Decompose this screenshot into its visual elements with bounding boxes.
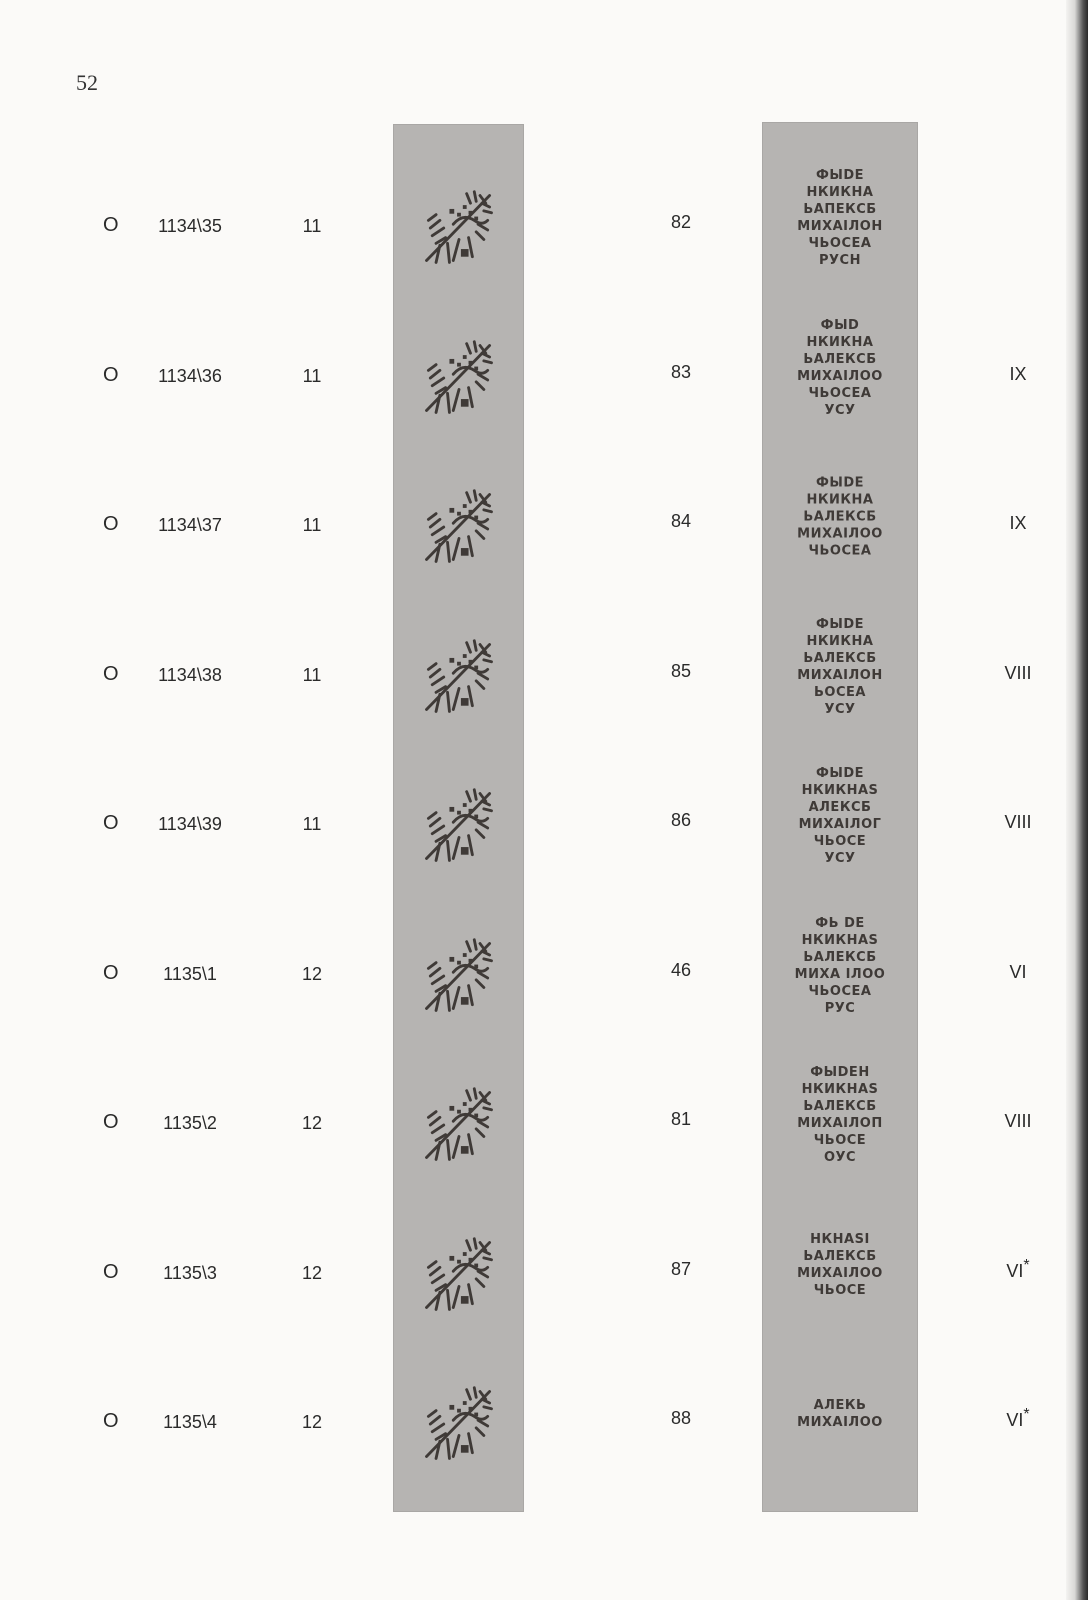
seal-legend-line: АЛЕКСБ (808, 800, 872, 815)
seal-legend-line: МИХАIЛОО (797, 526, 883, 542)
type-number: 12 (301, 1412, 323, 1432)
row-mark: O (103, 1410, 119, 1432)
seal-legend-line: МИХАIЛОП (797, 1116, 883, 1131)
row-mark: O (103, 513, 119, 535)
variant-label (988, 1406, 1048, 1431)
seal-legend-line: ЧЬОСЕА (808, 543, 872, 559)
type-number: 11 (302, 366, 322, 386)
reverse-seal-image (790, 455, 890, 577)
row-mark: O (103, 364, 119, 386)
catalog-number: 1135\2 (163, 1113, 217, 1133)
reverse-number: 46 (670, 960, 692, 980)
catalog-row (0, 1049, 1088, 1199)
catalog-number: 1135\3 (163, 1263, 217, 1283)
seal-legend-line: ОУС (823, 1150, 857, 1165)
seal-legend-line: НКИКНА (806, 492, 874, 508)
seal-legend-line: МИХАIЛОН (797, 668, 883, 683)
catalog-row (0, 1348, 1088, 1498)
variant-label (988, 1107, 1048, 1132)
obverse-seal-image (420, 1083, 498, 1169)
type-number: 11 (302, 814, 322, 834)
reverse-seal-image (790, 1053, 890, 1175)
seal-legend-line: УСУ (824, 403, 856, 418)
seal-legend-line: ФЫDЕН (810, 1065, 870, 1080)
row-mark: O (103, 962, 119, 984)
obverse-seal-image (420, 635, 498, 721)
variant-text: IX (1009, 364, 1027, 384)
seal-legend-line: МИХАIЛОО (797, 1415, 883, 1430)
obverse-seal-image (420, 1382, 498, 1468)
catalog-number: 1134\39 (158, 814, 222, 834)
seal-legend-line: ЬАПЕКСБ (803, 202, 877, 217)
variant-text: VI (1006, 1261, 1024, 1281)
seal-legend-line: ЬАЛЕКСБ (803, 509, 877, 525)
seal-legend-line: АЛЕКЬ (813, 1398, 867, 1413)
variant-label (988, 1257, 1048, 1282)
seal-legend-line: ФЫDЕ (815, 617, 865, 632)
seal-legend-line: ЬАЛЕКСБ (803, 1099, 877, 1114)
seal-legend-line: УСУ (824, 851, 856, 866)
reverse-number: 84 (670, 511, 692, 531)
seal-legend-line: МИХА IЛОО (794, 967, 886, 982)
reverse-seal-image (790, 754, 890, 876)
seal-legend-line: НКИКНАS (801, 783, 879, 798)
catalog-row (0, 750, 1088, 900)
obverse-seal-image (420, 934, 498, 1020)
seal-legend-line: МИХАIЛОН (797, 219, 883, 234)
obverse-seal-image (420, 485, 498, 571)
variant-asterisk: * (1023, 1257, 1030, 1274)
catalog-row (0, 451, 1088, 601)
variant-text: VIII (1004, 663, 1032, 683)
seal-legend-line: ЧЬОСЕА (808, 386, 872, 401)
row-mark: O (103, 812, 119, 834)
reverse-number: 83 (670, 362, 692, 382)
seal-legend-line: НКИКНАS (801, 1082, 879, 1097)
catalog-number: 1134\35 (158, 216, 222, 236)
type-number: 11 (302, 216, 322, 236)
variant-text: VIII (1004, 812, 1032, 832)
catalog-row (0, 152, 1088, 302)
seal-legend-line: ЧЬОСЕ (813, 1283, 867, 1298)
variant-label (988, 808, 1048, 833)
reverse-seal-image (790, 904, 890, 1026)
seal-legend-line: НКНАSI (810, 1232, 870, 1247)
variant-label (988, 360, 1048, 385)
reverse-seal-image (790, 1352, 890, 1474)
catalog-number: 1135\4 (163, 1412, 217, 1432)
reverse-number: 86 (670, 810, 692, 830)
seal-legend-line: ЬОСЕА (814, 685, 866, 700)
seal-legend-line: НКИКНА (806, 335, 874, 350)
seal-legend-line: ЧЬОСЕ (813, 834, 867, 849)
catalog-row (0, 900, 1088, 1050)
variant-label (988, 509, 1048, 534)
catalog-number: 1135\1 (163, 964, 217, 984)
row-mark: O (103, 1261, 119, 1283)
seal-legend-line: ЬАЛЕКСБ (803, 1249, 877, 1264)
variant-asterisk: * (1023, 1406, 1030, 1423)
seal-legend-line: НКИКНА (806, 634, 874, 649)
row-mark: O (103, 1111, 119, 1133)
seal-legend-line: ЬАЛЕКСБ (803, 651, 877, 666)
seal-legend-line: ФЫDЕ (815, 475, 865, 491)
seal-legend-line: ФЫDЕ (815, 766, 865, 781)
page-number: 52 (76, 70, 98, 95)
variant-label (988, 659, 1048, 684)
type-number: 12 (301, 1263, 323, 1283)
obverse-seal-image (420, 784, 498, 870)
seal-legend-line: ФЬ DЕ (815, 916, 865, 931)
obverse-seal-image (420, 336, 498, 422)
seal-legend-line: ЬАЛЕКСБ (803, 950, 877, 965)
variant-text: VI (1006, 1410, 1024, 1430)
row-mark: O (103, 663, 119, 685)
variant-text: VIII (1004, 1111, 1032, 1131)
row-mark: O (103, 214, 119, 236)
seal-legend-line: МИХАIЛОО (797, 1266, 883, 1281)
reverse-seal-image (790, 605, 890, 727)
catalog-number: 1134\36 (158, 366, 222, 386)
catalog-row (0, 302, 1088, 452)
seal-legend-line: ЬАЛЕКСБ (803, 352, 877, 367)
variant-label (988, 958, 1048, 983)
seal-legend-line: ЧЬОСЕ (813, 1133, 867, 1148)
catalog-row (0, 601, 1088, 751)
reverse-number: 81 (670, 1109, 692, 1129)
type-number: 12 (301, 964, 323, 984)
reverse-seal-image (790, 306, 890, 428)
seal-legend-line: ЧЬОСЕА (808, 984, 872, 999)
seal-legend-line: ФЫD (820, 318, 860, 333)
obverse-seal-image (420, 186, 498, 272)
seal-legend-line: МИХАIЛОО (797, 369, 883, 384)
seal-legend-line: РУСН (819, 253, 861, 268)
seal-legend-line: РУС (824, 1001, 856, 1016)
type-number: 11 (302, 665, 322, 685)
type-number: 12 (301, 1113, 323, 1133)
variant-text: IX (1009, 513, 1027, 533)
seal-legend-line: ФЫDЕ (815, 168, 865, 183)
reverse-number: 82 (670, 212, 692, 232)
seal-legend-line: МИХАIЛОГ (798, 817, 882, 832)
type-number: 11 (302, 515, 322, 535)
seal-legend-line: УСУ (824, 702, 856, 717)
seal-legend-line: НКИКНАS (801, 933, 879, 948)
obverse-seal-image (420, 1233, 498, 1319)
reverse-number: 85 (670, 661, 692, 681)
catalog-number: 1134\37 (158, 515, 222, 535)
catalog-number: 1134\38 (158, 665, 222, 685)
reverse-seal-image (790, 156, 890, 278)
reverse-number: 88 (670, 1408, 692, 1428)
reverse-number: 87 (670, 1259, 692, 1279)
variant-text: VI (1009, 962, 1027, 982)
reverse-seal-image (790, 1203, 890, 1325)
seal-legend-line: НКИКНА (806, 185, 874, 200)
catalog-row (0, 1199, 1088, 1349)
seal-legend-line: ЧЬОСЕА (808, 236, 872, 251)
